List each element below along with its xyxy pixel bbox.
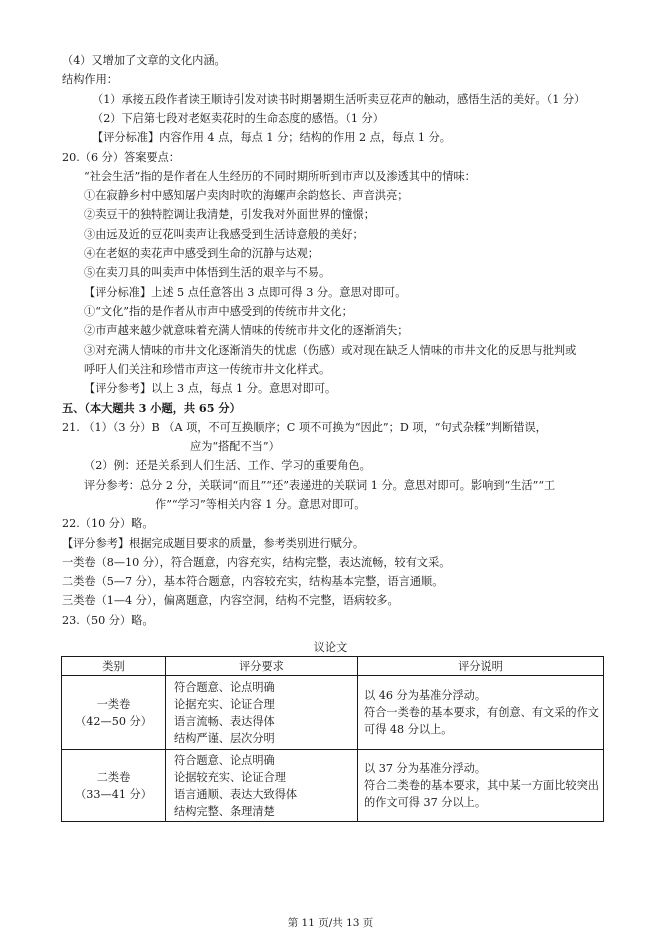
requirement-item: 结构完整、条理清楚 (174, 804, 275, 818)
text-line: 呼吁人们关注和珍惜市声这一传统市井文化样式。 (84, 362, 331, 376)
table-caption: 议论文 (313, 641, 348, 654)
text-line: （1）承接五段作者读王顺诗引发对读书时期暑期生活听卖豆花声的触动，感悟生活的美好。（1 分） (92, 92, 586, 106)
notes-cell (358, 750, 604, 822)
text-line: ②市声越来越少就意味着充满人情味的传统市井文化的逐渐消失； (84, 324, 409, 338)
requirement-item: 语言通顺、表达大致得体 (174, 787, 298, 801)
category-name: 一类卷 (96, 697, 131, 711)
text-line: （2）例：还是关系到人们生活、工作、学习的重要角色。 (84, 459, 371, 473)
text-line: 【评分参考】根据完成题目要求的质量，参考类别进行赋分。 (62, 536, 365, 550)
requirement-item: 论据充实、论证合理 (174, 697, 275, 711)
text-line: 【评分标准】内容作用 4 点，每点 1 分；结构的作用 2 点，每点 1 分。 (92, 131, 451, 145)
requirement-item: 语言流畅、表达得体 (174, 714, 275, 728)
text-line: 结构作用： (62, 73, 118, 87)
text-line: 【评分参考】以上 3 点，每点 1 分。意思对即可。 (84, 382, 337, 396)
text-line: 三类卷（1—4 分），偏离题意，内容空洞，结构不完整，语病较多。 (62, 594, 399, 608)
note-item: 符合二类卷的基本要求，其中某一方面比较突出的作文可得 37 分以上。 (364, 779, 599, 809)
text-line: ③对充满人情味的市井文化逐渐消失的忧虑（伤感）或对现在缺乏人情味的市井文化的反思与批判或 (84, 343, 577, 357)
note-item: 以 46 分为基准分浮动。 (364, 689, 487, 702)
text-line: “社会生活”指的是作者在人生经历的不同时期所听到市声以及渗透其中的情味： (84, 169, 476, 183)
page-number: 第 11 页/共 13 页 (287, 917, 374, 929)
question-heading: 21. （1）（3 分）B （A 项，不可互换顺序；C 项不可换为“因此”；D 项，“句式杂糅”判断错误， (62, 420, 547, 434)
category-name: 二类卷 (96, 770, 131, 784)
column-header: 评分说明 (358, 657, 604, 676)
text-line: 作”“学习”等相关内容 1 分。意思对即可。 (155, 497, 366, 511)
question-heading: 23.（50 分）略。 (62, 613, 154, 627)
note-item: 以 37 分为基准分浮动。 (364, 762, 487, 775)
category-cell (62, 750, 166, 822)
requirement-item: 结构严谨、层次分明 (174, 731, 275, 745)
text-line: 应为“搭配不当”） (190, 440, 280, 453)
text-line: （4）又增加了文章的文化内涵。 (62, 54, 226, 67)
text-line: ②卖豆干的独特腔调让我清楚，引发我对外面世界的憧憬； (84, 208, 375, 222)
section-heading: 五、（本大题共 3 小题，共 65 分） (62, 401, 241, 416)
text-line: （2）下启第七段对老妪卖花时的生命态度的感悟。（1 分） (92, 111, 384, 125)
text-line: 【评分标准】上述 5 点任意答出 3 点即可得 3 分。意思对即可。 (84, 285, 407, 299)
scoring-table (61, 656, 604, 822)
note-item: 符合一类卷的基本要求，有创意、有文采的作文可得 48 分以上。 (364, 706, 599, 736)
requirements-cell (166, 750, 358, 822)
text-line: ④在老妪的卖花声中感受到生命的沉静与达观； (84, 247, 319, 260)
category-range: （42—50 分） (75, 714, 152, 728)
question-heading: 22.（10 分）略。 (62, 517, 154, 531)
notes-cell (358, 676, 604, 750)
text-line: ⑤在卖刀具的叫卖声中体悟到生活的艰辛与不易。 (84, 266, 331, 280)
table-header-row (62, 657, 604, 676)
text-line: 一类卷（8—10 分），符合题意，内容充实，结构完整，表达流畅，较有文采。 (62, 555, 451, 569)
table-row (62, 676, 604, 750)
category-cell (62, 676, 166, 750)
text-line: 二类卷（5—7 分），基本符合题意，内容较充实，结构基本完整，语言通顺。 (62, 575, 444, 589)
requirement-item: 符合题意、论点明确 (174, 680, 275, 694)
column-header: 类别 (62, 657, 166, 676)
requirement-item: 论据较充实、论证合理 (174, 770, 286, 784)
table-row (62, 750, 604, 822)
text-line: 评分参考：总分 2 分，关联词“而且”“还”表递进的关联词 1 分。意思对即可。影响到“生活”“工 (84, 478, 556, 492)
requirement-item: 符合题意、论点明确 (174, 753, 275, 767)
category-range: （33—41 分） (75, 787, 152, 801)
column-header: 评分要求 (166, 657, 358, 676)
text-line: ③由远及近的豆花叫卖声让我感受到生活诗意般的美好； (84, 227, 364, 241)
text-line: ①在寂静乡村中感知屠户卖肉时吹的海螺声余韵悠长、声音洪亮； (84, 189, 409, 203)
question-heading: 20.（6 分）答案要点： (62, 150, 180, 164)
requirements-cell (166, 676, 358, 750)
text-line: ①“文化”指的是作者从市声中感受到的传统市井文化； (84, 304, 353, 318)
